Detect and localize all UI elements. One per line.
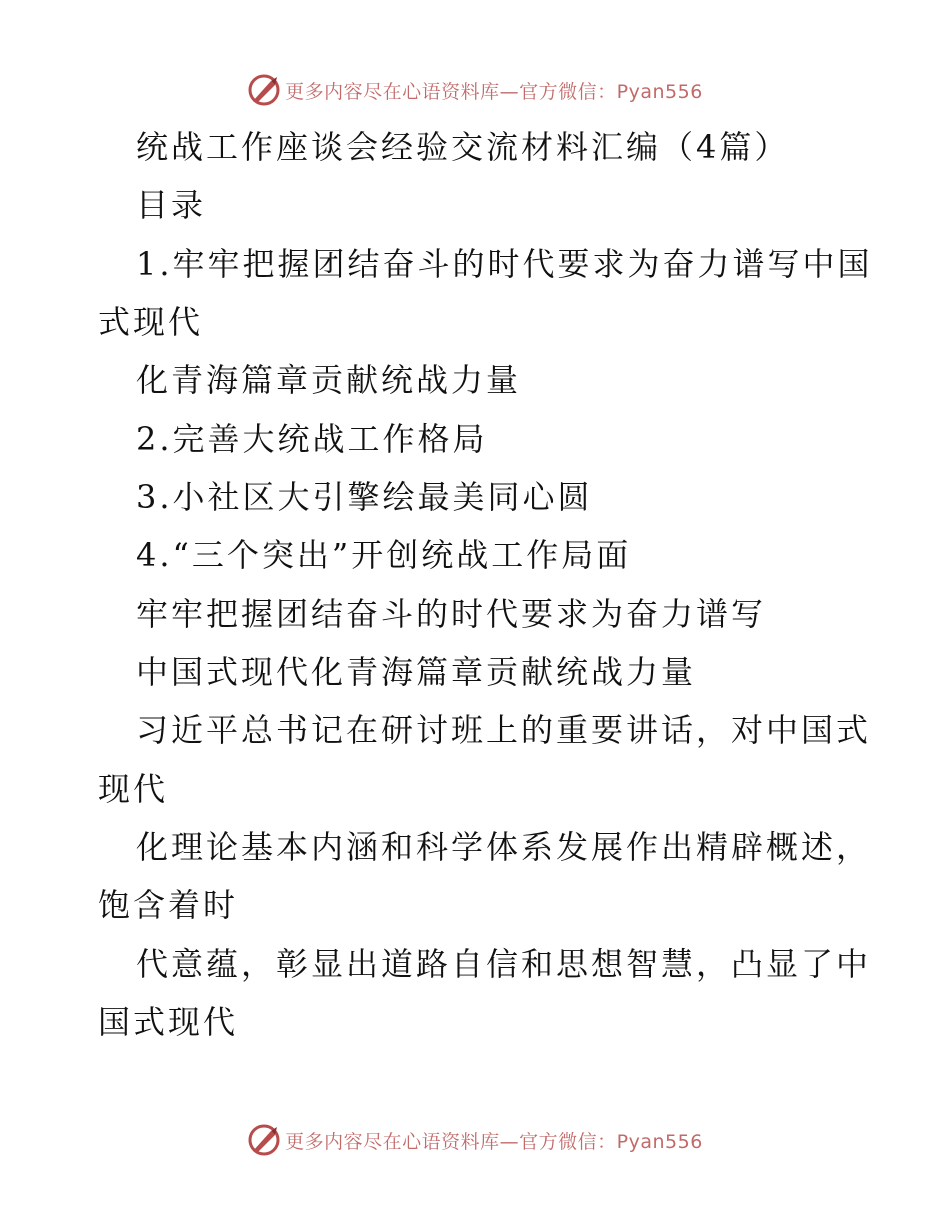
toc-item-2: 2.完善大统战工作格局	[136, 420, 488, 458]
document-title: 统战工作座谈会经验交流材料汇编（4篇）	[136, 128, 790, 166]
paragraph-line: 习近平总书记在研讨班上的重要讲话，对中国式	[136, 711, 872, 749]
header-watermark	[0, 70, 950, 110]
paragraph-line: 现代	[98, 770, 169, 808]
section-title-line-2: 中国式现代化青海篇章贡献统战力量	[136, 653, 697, 691]
footer-watermark	[0, 1120, 950, 1160]
toc-item-4: 4.“三个突出”开创统战工作局面	[136, 536, 632, 574]
watermark-text: 更多内容尽在心语资料库—官方微信：Pyan556	[285, 1130, 703, 1153]
watermark-text: 更多内容尽在心语资料库—官方微信：Pyan556	[285, 80, 703, 103]
pen-logo-icon	[247, 73, 281, 107]
toc-item-1-cont2: 化青海篇章贡献统战力量	[136, 361, 522, 399]
paragraph-line: 代意蕴，彰显出道路自信和思想智慧，凸显了中	[136, 945, 872, 983]
toc-item-1: 1.牢牢把握团结奋斗的时代要求为奋力谱写中国	[136, 245, 873, 283]
paragraph-line: 化理论基本内涵和科学体系发展作出精辟概述，	[136, 828, 872, 866]
toc-item-3: 3.小社区大引擎绘最美同心圆	[136, 478, 593, 516]
toc-item-1-cont: 式现代	[98, 303, 204, 341]
toc-heading: 目录	[136, 186, 207, 224]
paragraph-line: 饱含着时	[98, 886, 239, 924]
paragraph-line: 国式现代	[98, 1003, 239, 1041]
section-title-line-1: 牢牢把握团结奋斗的时代要求为奋力谱写	[136, 595, 767, 633]
pen-logo-icon	[247, 1123, 281, 1157]
